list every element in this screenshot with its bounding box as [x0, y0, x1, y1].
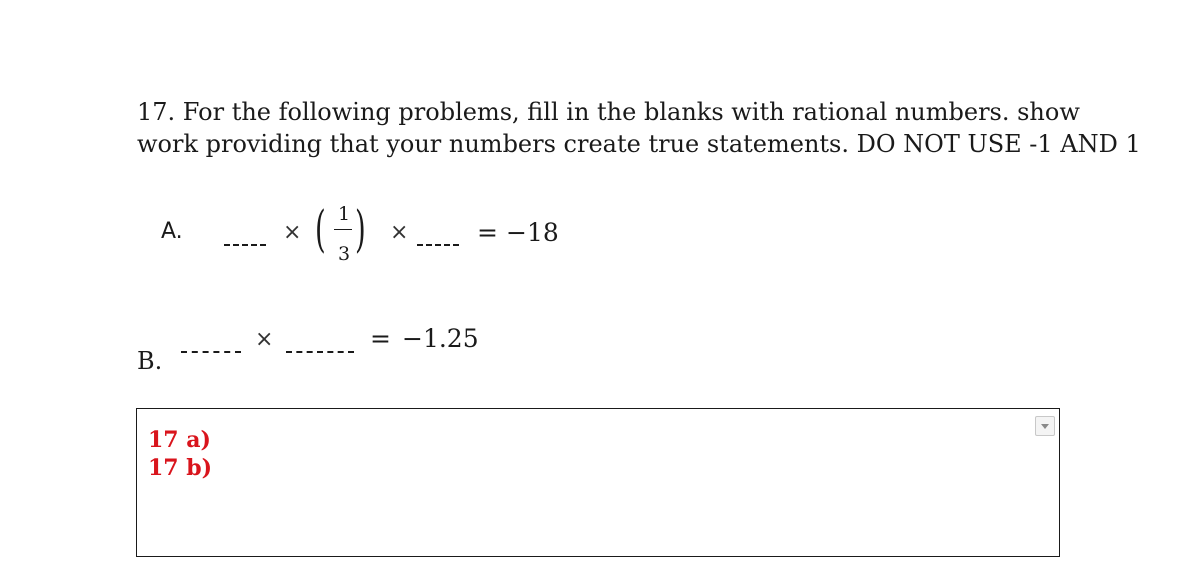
problem-a-times-2: × — [390, 220, 409, 245]
problem-a-equals: = — [477, 218, 498, 247]
question-line-2: work providing that your numbers create true statements. DO NOT USE -1 AND 1 — [137, 130, 1141, 158]
problem-a-blank-2 — [417, 244, 459, 246]
fraction-bar — [334, 229, 352, 230]
problem-a-result: −18 — [506, 218, 559, 247]
problem-a-times-1: × — [283, 220, 302, 245]
problem-b-times: × — [255, 327, 274, 352]
fraction-denominator: 3 — [338, 243, 351, 265]
fraction-right-paren: ) — [355, 200, 366, 258]
problem-b-blank-2 — [286, 351, 354, 353]
problem-b-equals: = — [370, 324, 391, 353]
answer-line-17b[interactable]: 17 b) — [148, 455, 213, 481]
problem-b-result: −1.25 — [402, 324, 479, 353]
problem-a-blank-1 — [224, 244, 266, 246]
dropdown-button[interactable] — [1035, 416, 1055, 436]
problem-b-blank-1 — [181, 351, 241, 353]
question-text — [137, 96, 1141, 160]
answer-line-17a[interactable]: 17 a) — [148, 427, 211, 453]
problem-b-label: B. — [137, 347, 163, 375]
fraction-left-paren: ( — [315, 200, 326, 258]
answer-box[interactable] — [136, 408, 1060, 557]
fraction-numerator: 1 — [338, 203, 351, 225]
problem-a-label: A. — [161, 219, 183, 244]
chevron-down-icon — [1041, 424, 1049, 429]
question-line-1: 17. For the following problems, fill in the blanks with rational numbers. show — [137, 98, 1080, 126]
